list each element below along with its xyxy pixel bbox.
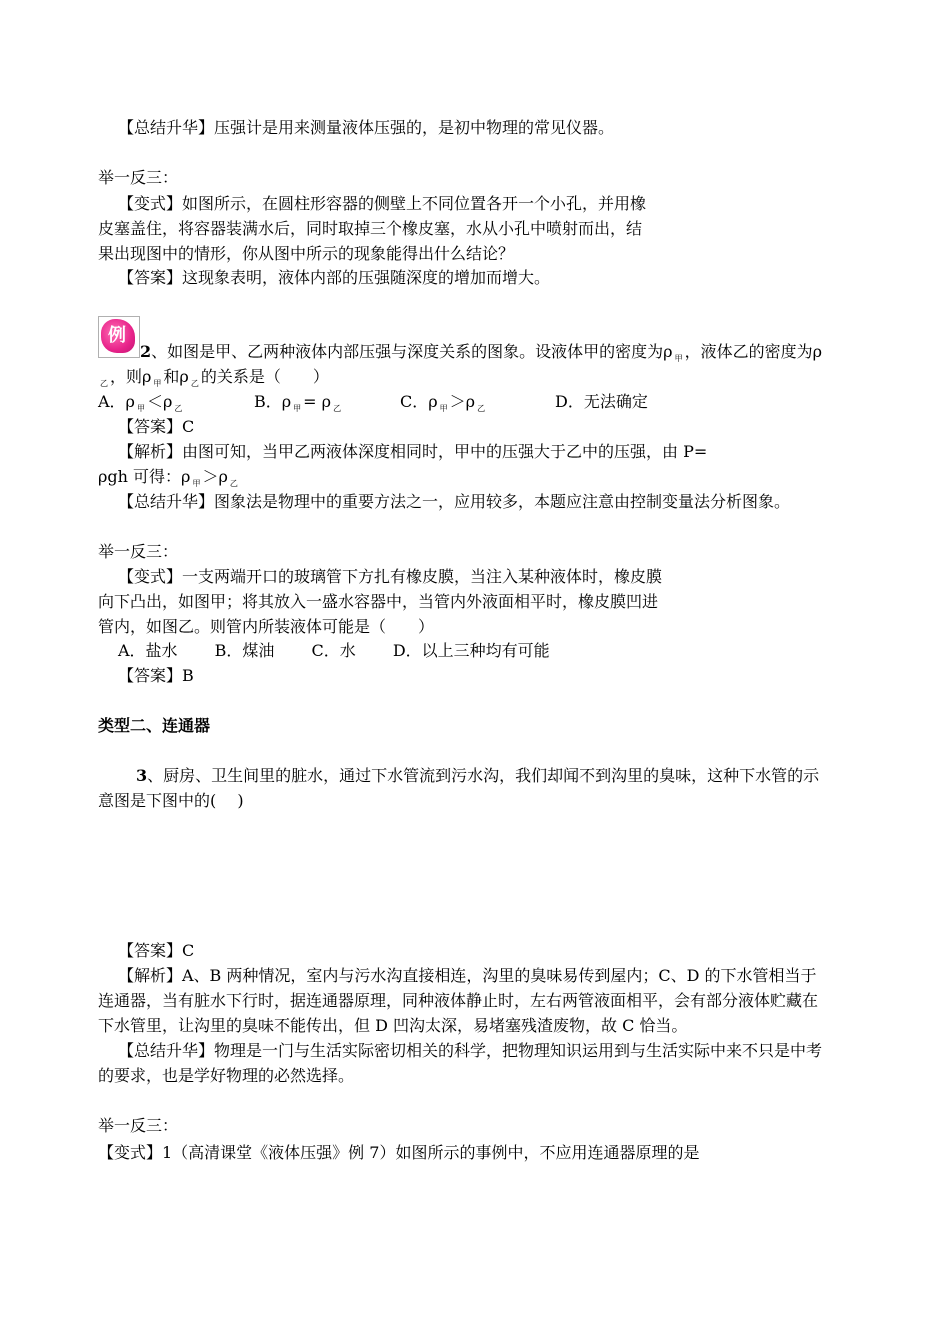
juyi-label: 举一反三： — [98, 542, 179, 561]
question-text: 的关系是（ ） — [200, 367, 329, 386]
answer-text: 【答案】C — [118, 417, 195, 436]
analysis-text: ρgh 可得：ρ $_甲$ ＞ρ $_乙$ — [98, 467, 238, 488]
analysis-text: 【解析】由图可知，当甲乙两液体深度相同时，甲中的压强大于乙中的压强，由 P= — [118, 442, 708, 461]
subscript: 甲 — [153, 379, 162, 388]
variant-line: 【变式】如图所示，在圆柱形容器的侧壁上不同位置各开一个小孔，并用橡 — [118, 194, 647, 213]
summary-text: 【总结升华】压强计是用来测量液体压强的，是初中物理的常见仪器。 — [118, 118, 615, 137]
variant-line: 果出现图中的情形，你从图中所示的现象能得出什么结论？ — [98, 244, 515, 263]
answer-text: 【答案】B — [118, 666, 194, 685]
question-text: ，则ρ — [110, 367, 152, 386]
question-line — [98, 367, 329, 394]
question-number: 3 — [136, 766, 148, 785]
question-line — [136, 766, 819, 786]
option-d: D．无法确定 — [555, 392, 648, 411]
question-text: 、厨房、卫生间里的脏水，通过下水管流到污水沟，我们却闻不到沟里的臭味，这种下水管的示 — [147, 766, 820, 785]
answer-text: 【答案】C — [118, 941, 195, 960]
options-line: A．盐水 B．煤油 C．水 D．以上三种均有可能 — [118, 641, 550, 660]
variant-line: 向下凸出，如图甲；将其放入一盛水容器中，当管内外液面相平时，橡皮膜凹进 — [98, 592, 659, 611]
juyi-label: 举一反三： — [98, 1116, 179, 1135]
section-title: 类型二、连通器 — [98, 716, 211, 735]
summary-text: 的要求，也是学好物理的必然选择。 — [98, 1066, 355, 1085]
question-line: 意图是下图中的( ) — [98, 791, 244, 810]
example-badge-label: 例 — [108, 325, 126, 346]
analysis-text: 连通器，当有脏水下行时，据连通器原理，同种液体静止时，左右两管液面相平，会有部分液体贮藏在 — [98, 991, 819, 1010]
question-text: ，液体乙的密度为ρ — [684, 342, 822, 361]
juyi-label: 举一反三： — [98, 168, 179, 187]
summary-text: 【总结升华】图象法是物理中的重要方法之一，应用较多，本题应注意由控制变量法分析图象。 — [118, 492, 791, 511]
variant-line: 【变式】1（高清课堂《液体压强》例 7）如图所示的事例中，不应用连通器原理的是 — [98, 1143, 700, 1162]
subscript: 甲 — [674, 354, 683, 363]
variant-line: 皮塞盖住，将容器装满水后，同时取掉三个橡皮塞，水从小孔中喷射而出，结 — [98, 219, 643, 238]
variant-line: 管内，如图乙。则管内所装液体可能是（ ） — [98, 617, 435, 636]
subscript: 乙 — [190, 379, 199, 388]
question-line — [140, 342, 822, 369]
question-text: 、如图是甲、乙两种液体内部压强与深度关系的图象。设液体甲的密度为ρ — [151, 342, 673, 361]
analysis-text: 【解析】A、B 两种情况，室内与污水沟直接相连，沟里的臭味易传到屋内；C、D 的下水管相当于 — [118, 966, 817, 985]
analysis-text: 下水管里，让沟里的臭味不能传出，但 D 凹沟太深，易堵塞残渣废物，故 C 恰当。 — [98, 1016, 688, 1035]
variant-line: 【变式】一支两端开口的玻璃管下方扎有橡皮膜，当注入某种液体时，橡皮膜 — [118, 567, 663, 586]
summary-text: 【总结升华】物理是一门与生活实际密切相关的科学，把物理知识运用到与生活实际中来不只是中考 — [118, 1041, 823, 1060]
option-c: C．ρ $_甲$ ＞ρ $_乙$ — [400, 392, 486, 413]
question-text: 和ρ — [163, 367, 189, 386]
option-a: A．ρ $_甲$ ＜ρ $_乙$ — [98, 392, 183, 413]
subscript: 乙 — [100, 379, 108, 388]
example-badge-icon — [98, 316, 140, 358]
question-number: 2 — [140, 342, 152, 361]
answer-text: 【答案】这现象表明，液体内部的压强随深度的增加而增大。 — [118, 268, 551, 287]
option-b: B．ρ $_甲$ = ρ $_乙$ — [254, 392, 342, 413]
